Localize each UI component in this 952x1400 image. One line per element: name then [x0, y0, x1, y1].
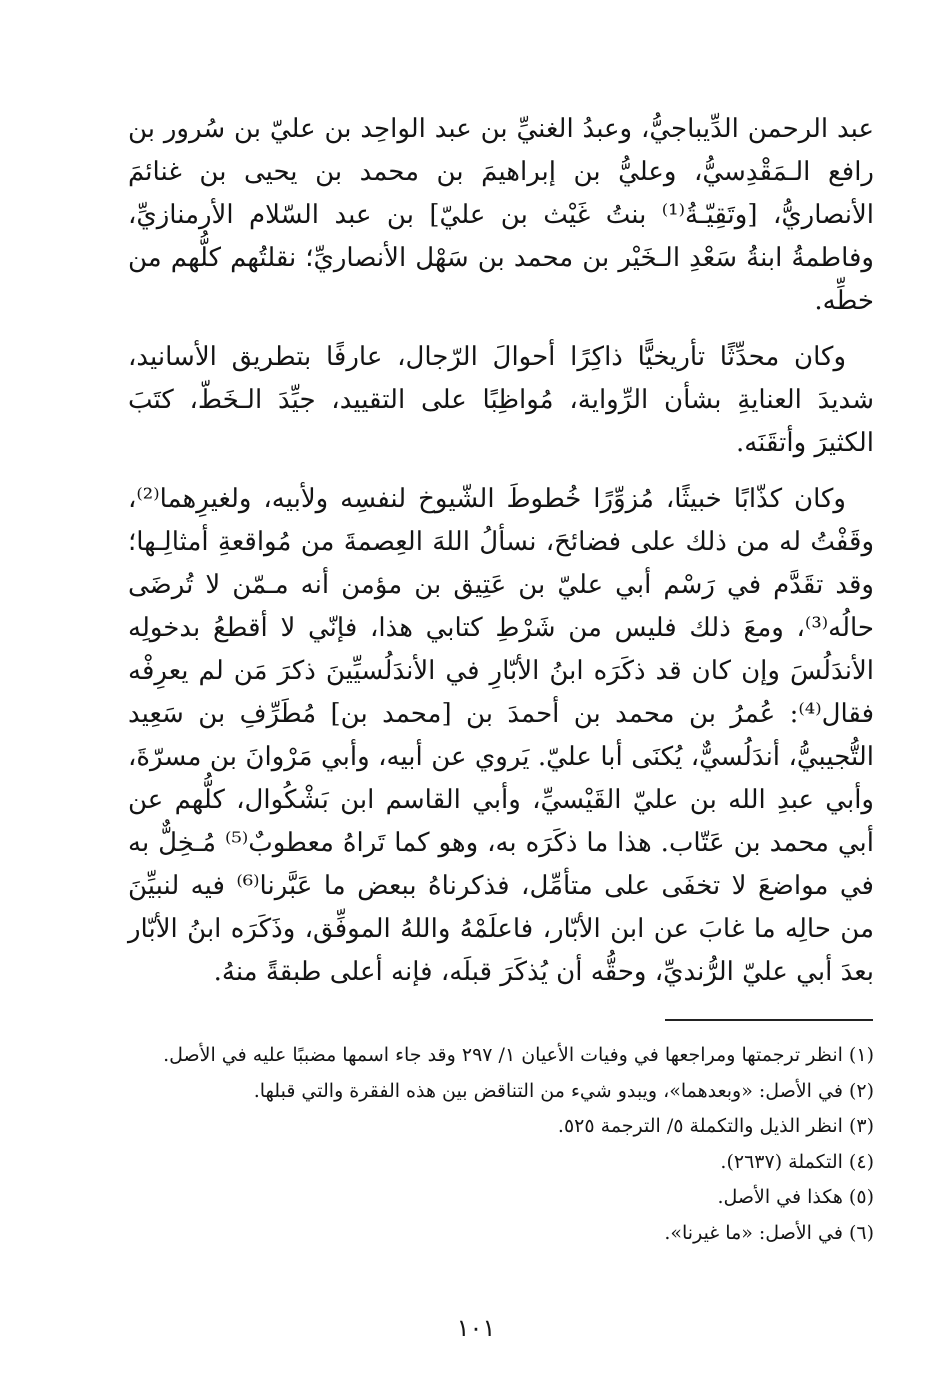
footnote-1: (١) انظر ترجمتها ومراجعها في وفيات الأعيان ١/ ٢٩٧ وقد جاء اسمها مضببًا عليه في الأصل.	[163, 1044, 874, 1066]
paragraph-2: وكان محدِّثًا تأريخيًّا ذاكِرًا أحوالَ الرّجال، عارفًا بتطريق الأسانيد، شديدَ العنايةِ بشأن الرِّواية، مُواظِبًا على التقييد، جيِّدَ الـخَطّ، كتَبَ الكثيرَ وأتقَنَه.	[128, 342, 874, 458]
page-number: ١٠١	[456, 1314, 496, 1342]
paragraph-3: وكان كذّابًا خبيثًا، مُزوِّرًا خُطوطَ الشّيوخ لنفسِه ولأبيه، ولغيرِهما⁽²⁾، وقَفْتُ له من ذلك على فضائحَ، نسألُ اللهَ العِصمةَ من مُواقعةِ أمثالِـها؛ وقد تقَدَّم في رَسْم أبي عليّ بن عَتِيق بن مؤمن أنه مـمّن لا تُرضَى حالُه⁽³⁾، ومعَ ذلك فليس من شَرْطِ كتابي هذا، فإنّي لا أقطعُ بدخولِه الأندَلُسَ وإن كان قد ذكَرَه ابنُ الأبّارِ في الأندَلُسيِّينَ ذكرَ مَن لم يعرِفْه فقال⁽⁴⁾: عُمرُ بن محمد بن أحمدَ بن [محمد بن] مُطَرِّفِ بن سَعِيد التُّجيبيُّ، أندَلُسيٌّ، يُكنَى أبا عليّ. يَروي عن أبيه، وأبي مَرْوانَ بن مسرّةَ، وأبي عبدِ الله بن عليّ القَيْسيِّ، وأبي القاسم ابن بَشْكُوال، كلُّهم عن أبي محمد بن عَتّاب. هذا ما ذكَرَه به، وهو كما تَراهُ معطوبٌ⁽⁵⁾ مُـخِلٌّ به في مواضعَ لا تخفَى على متأمِّل، فذكرناهُ ببعض ما عَبَّرنا⁽⁶⁾ فيه لنبيِّنَ من حالِه ما غابَ عن ابن الأبّار، فاعلَمْهُ واللهُ الموفِّق، وذَكَرَه ابنُ الأبّار بعدَ أبي عليّ الرُّنديِّ، وحقُّه أن يُذكَرَ قبلَه، فإنه أعلى طبقةً منهُ.	[128, 484, 875, 987]
footnote-3: (٣) انظر الذيل والتكملة ٥/ الترجمة ٥٢٥.	[557, 1115, 874, 1137]
footnotes	[128, 1038, 874, 1251]
footnote-4: (٤) التكملة (٢٦٣٧).	[720, 1150, 874, 1173]
footnote-2: (٢) في الأصل: «وبعدهما»، ويبدو شيء من التناقض بين هذه الفقرة والتي قبلها.	[253, 1079, 874, 1102]
footnote-divider	[665, 1019, 873, 1021]
footnote-6: (٦) في الأصل: «ما غيرنا».	[664, 1221, 874, 1244]
paragraph-1: عبد الرحمن الدِّيباجيُّ، وعبدُ الغنيِّ بن عبد الواحِد بن عليّ بن سُرور بن رافع الـمَقْدِسيُّ، وعليُّ بن إبراهيمَ بن محمد بن يحيى بن غنائمَ الأنصاريُّ، [وتَقِيّـةُ⁽¹⁾ بنتُ غَيْث بن عليّ] بن عبد السّلام الأرمنازيِّ، وفاطمةُ ابنةُ سَعْدِ الـخَيْر بن محمد بن سَهْل الأنصاريِّ؛ نقلتُهم كلُّهم من خطِّه.	[128, 114, 874, 316]
main-text	[128, 108, 874, 1007]
footnote-5: (٥) هكذا في الأصل.	[717, 1186, 874, 1208]
